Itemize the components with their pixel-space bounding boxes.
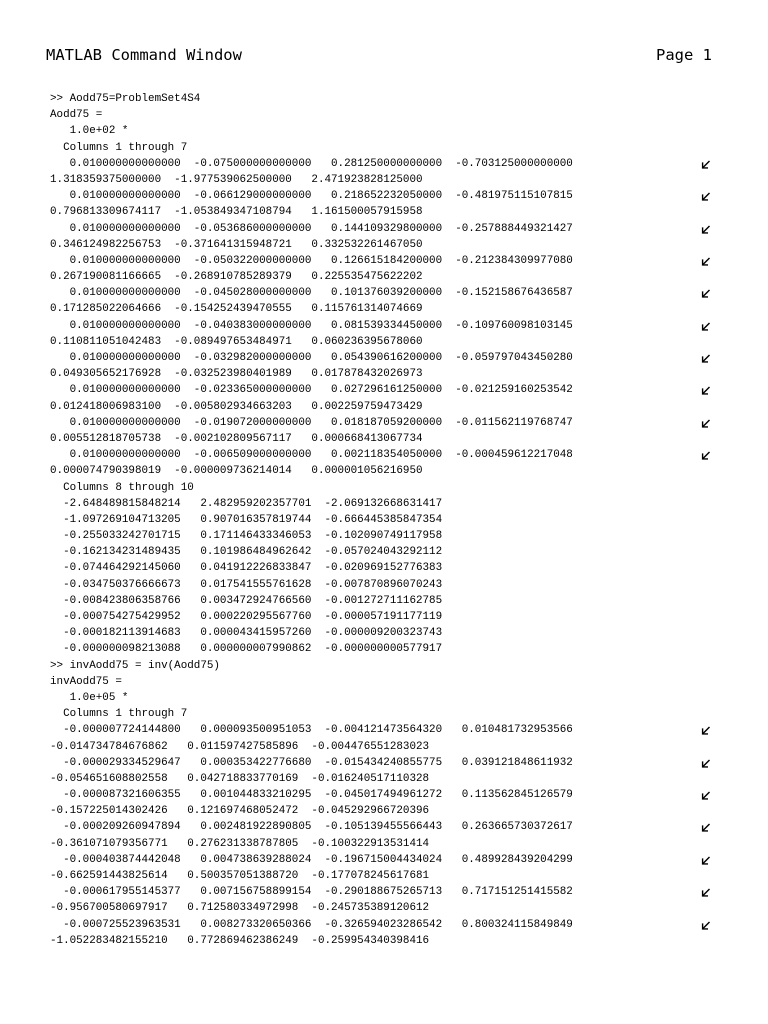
console-line bbox=[50, 431, 750, 447]
console-line-text: 0.010000000000000 -0.066129000000000 0.218652232050000 -0.481975115107815 bbox=[50, 190, 573, 203]
console-line-text: -0.000617955145377 0.007156758899154 -0.290188675265713 0.717151251415582 bbox=[50, 886, 573, 899]
console-line-text: 0.000074790398019 -0.000009736214014 0.000001056216950 bbox=[50, 465, 423, 478]
console-line bbox=[50, 301, 750, 317]
console-line-text: >> invAodd75 = inv(Aodd75) bbox=[50, 659, 220, 672]
line-continuation-arrow-icon bbox=[700, 285, 712, 301]
console-line bbox=[50, 399, 750, 415]
console-line-text: 1.318359375000000 -1.977539062500000 2.471923828125000 bbox=[50, 173, 423, 186]
console-line-text: -0.014734784676862 0.011597427585896 -0.004476551283023 bbox=[50, 740, 430, 753]
console-line bbox=[50, 188, 750, 204]
console-line-text: -0.000007724144800 0.000093500951053 -0.004121473564320 0.010481732953566 bbox=[50, 724, 573, 737]
console-line bbox=[50, 269, 750, 285]
console-line bbox=[50, 91, 750, 107]
console-line-text: 0.267190081166665 -0.268910785289379 0.225535475622202 bbox=[50, 271, 423, 284]
console-line bbox=[50, 722, 750, 738]
console-line-text: 1.0e+05 * bbox=[50, 691, 129, 704]
console-line bbox=[50, 107, 750, 123]
console-line bbox=[50, 415, 750, 431]
console-line-text: 0.049305652176928 -0.032523980401989 0.017878432026973 bbox=[50, 368, 423, 381]
console-line bbox=[50, 285, 750, 301]
console-line-text: 0.171285022064666 -0.154252439470555 0.115761314074669 bbox=[50, 303, 423, 316]
console-line-text: -0.000029334529647 0.000353422776680 -0.015434240855775 0.039121848611932 bbox=[50, 756, 573, 769]
console-line-text: 0.010000000000000 -0.032982000000000 0.054390616200000 -0.059797043450280 bbox=[50, 352, 573, 364]
console-line bbox=[50, 641, 750, 657]
console-line bbox=[50, 463, 750, 479]
console-line-text: 0.010000000000000 -0.053686000000000 0.144109329800000 -0.257888449321427 bbox=[50, 222, 573, 235]
console-line bbox=[50, 447, 750, 463]
console-line bbox=[50, 755, 750, 771]
console-line bbox=[50, 593, 750, 609]
console-line-text: -0.000182113914683 0.000043415957260 -0.000009200323743 bbox=[50, 627, 443, 640]
console-line bbox=[50, 382, 750, 398]
console-line-text: -0.662591443825614 0.500357051388720 -0.177078245617681 bbox=[50, 870, 430, 882]
console-line bbox=[50, 609, 750, 625]
console-line-text: -1.052283482155210 0.772869462386249 -0.259954340398416 bbox=[50, 934, 430, 947]
line-continuation-arrow-icon bbox=[700, 382, 712, 398]
console-line bbox=[50, 334, 750, 350]
console-line-text: -1.097269104713205 0.907016357819744 -0.666445385847354 bbox=[50, 513, 443, 526]
console-line bbox=[50, 690, 750, 706]
console-line-text: -0.000000098213088 0.000000007990862 -0.000000000577917 bbox=[50, 643, 443, 656]
console-line-text: 0.110811051042483 -0.089497653484971 0.060236395678060 bbox=[50, 335, 423, 348]
console-line-text: Columns 8 through 10 bbox=[50, 481, 194, 494]
console-line-text: -0.008423806358766 0.003472924766560 -0.001272711162785 bbox=[50, 594, 443, 607]
line-continuation-arrow-icon bbox=[700, 884, 712, 900]
console-line bbox=[50, 237, 750, 253]
console-line-text: 0.010000000000000 -0.006509000000000 0.002118354050000 -0.000459612217048 bbox=[50, 449, 573, 462]
console-line bbox=[50, 625, 750, 641]
console-line-text: 0.010000000000000 -0.023365000000000 0.027296161250000 -0.021259160253542 bbox=[50, 384, 573, 397]
console-line-text: -0.361071079356771 0.276231338787805 -0.100322913531414 bbox=[50, 837, 430, 850]
console-line-text: 0.005512818705738 -0.002102809567117 0.000668413067734 bbox=[50, 432, 423, 445]
console-line bbox=[50, 900, 750, 916]
console-line bbox=[50, 577, 750, 593]
console-line-text: -0.162134231489435 0.101986484962642 -0.057024043292112 bbox=[50, 546, 443, 559]
console-line-text: -0.054651608802558 0.042718833770169 -0.016240517110328 bbox=[50, 772, 430, 785]
console-line bbox=[50, 140, 750, 156]
console-line bbox=[50, 917, 750, 933]
console-line bbox=[50, 528, 750, 544]
console-line bbox=[50, 819, 750, 835]
console-line-text: invAodd75 = bbox=[50, 675, 122, 688]
page-title: MATLAB Command Window bbox=[46, 46, 242, 64]
console-line-text: -0.000725523963531 0.008273320650366 -0.326594023286542 0.800324115849849 bbox=[50, 918, 573, 931]
line-continuation-arrow-icon bbox=[700, 253, 712, 269]
console-line bbox=[50, 868, 750, 884]
line-continuation-arrow-icon bbox=[700, 156, 712, 172]
console-line bbox=[50, 350, 750, 366]
console-line-text: -0.000087321606355 0.001044833210295 -0.045017494961272 0.113562845126579 bbox=[50, 789, 573, 802]
console-line bbox=[50, 496, 750, 512]
page-header bbox=[46, 44, 712, 68]
console-line-text: 0.010000000000000 -0.040383000000000 0.081539334450000 -0.109760098103145 bbox=[50, 319, 573, 332]
line-continuation-arrow-icon bbox=[700, 318, 712, 334]
line-continuation-arrow-icon bbox=[700, 852, 712, 868]
console-line bbox=[50, 739, 750, 755]
line-continuation-arrow-icon bbox=[700, 188, 712, 204]
line-continuation-arrow-icon bbox=[700, 415, 712, 431]
console-line bbox=[50, 560, 750, 576]
console-line bbox=[50, 771, 750, 787]
console-line bbox=[50, 221, 750, 237]
console-line-text: -0.000403874442048 0.004738639288024 -0.196715004434024 0.489928439204299 bbox=[50, 853, 573, 866]
console-line bbox=[50, 706, 750, 722]
console-line bbox=[50, 803, 750, 819]
line-continuation-arrow-icon bbox=[700, 722, 712, 738]
line-continuation-arrow-icon bbox=[700, 221, 712, 237]
line-continuation-arrow-icon bbox=[700, 350, 712, 366]
console-line bbox=[50, 204, 750, 220]
console-line-text: 0.010000000000000 -0.019072000000000 0.018187059200000 -0.011562119768747 bbox=[50, 416, 573, 429]
console-line-text: Columns 1 through 7 bbox=[50, 141, 188, 154]
console-line bbox=[50, 787, 750, 803]
line-continuation-arrow-icon bbox=[700, 447, 712, 463]
console-line-text: 0.346124982256753 -0.371641315948721 0.332532261467050 bbox=[50, 238, 423, 251]
console-line bbox=[50, 253, 750, 269]
console-line-text: -0.000209260947894 0.002481922890805 -0.105139455566443 0.263665730372617 bbox=[50, 821, 573, 834]
console-line bbox=[50, 366, 750, 382]
console-line bbox=[50, 544, 750, 560]
console-line-text: Aodd75 = bbox=[50, 109, 103, 122]
console-line bbox=[50, 933, 750, 949]
console-line-text: 0.010000000000000 -0.045028000000000 0.101376039200000 -0.152158676436587 bbox=[50, 287, 573, 300]
page-number: Page 1 bbox=[656, 46, 712, 64]
console-line-text: -0.157225014302426 0.121697468052472 -0.045292966720396 bbox=[50, 805, 430, 818]
console-line-text: -2.648489815848214 2.482959202357701 -2.069132668631417 bbox=[50, 497, 443, 510]
console-line bbox=[50, 318, 750, 334]
line-continuation-arrow-icon bbox=[700, 819, 712, 835]
line-continuation-arrow-icon bbox=[700, 787, 712, 803]
console-line-text: 0.010000000000000 -0.050322000000000 0.126615184200000 -0.212384309977080 bbox=[50, 254, 573, 267]
console-line-text: -0.034750376666673 0.017541555761628 -0.007870896070243 bbox=[50, 578, 443, 591]
console-line-text: >> Aodd75=ProblemSet4S4 bbox=[50, 93, 201, 105]
console-line bbox=[50, 480, 750, 496]
line-continuation-arrow-icon bbox=[700, 917, 712, 933]
console-line-text: 0.010000000000000 -0.075000000000000 0.281250000000000 -0.703125000000000 bbox=[50, 157, 573, 170]
console-line-text: -0.255033242701715 0.171146433346053 -0.102090749117958 bbox=[50, 530, 443, 543]
console-line-text: -0.000754275429952 0.000220295567760 -0.000057191177119 bbox=[50, 611, 443, 623]
console-line bbox=[50, 836, 750, 852]
console-line-text: -0.956700580697917 0.712580334972998 -0.245735389120612 bbox=[50, 902, 430, 915]
console-line-text: -0.074464292145060 0.041912226833847 -0.020969152776383 bbox=[50, 562, 443, 575]
console-line bbox=[50, 156, 750, 172]
console-line-text: Columns 1 through 7 bbox=[50, 708, 188, 721]
console-line bbox=[50, 674, 750, 690]
console-line bbox=[50, 172, 750, 188]
command-window-output bbox=[50, 91, 750, 961]
console-line bbox=[50, 123, 750, 139]
console-line bbox=[50, 852, 750, 868]
line-continuation-arrow-icon bbox=[700, 755, 712, 771]
console-line-text: 0.796813309674117 -1.053849347108794 1.161500057915958 bbox=[50, 206, 423, 219]
console-line bbox=[50, 512, 750, 528]
console-line bbox=[50, 884, 750, 900]
console-line-text: 0.012418006983100 -0.005802934663203 0.002259759473429 bbox=[50, 400, 423, 413]
console-line bbox=[50, 658, 750, 674]
console-line-text: 1.0e+02 * bbox=[50, 125, 129, 138]
